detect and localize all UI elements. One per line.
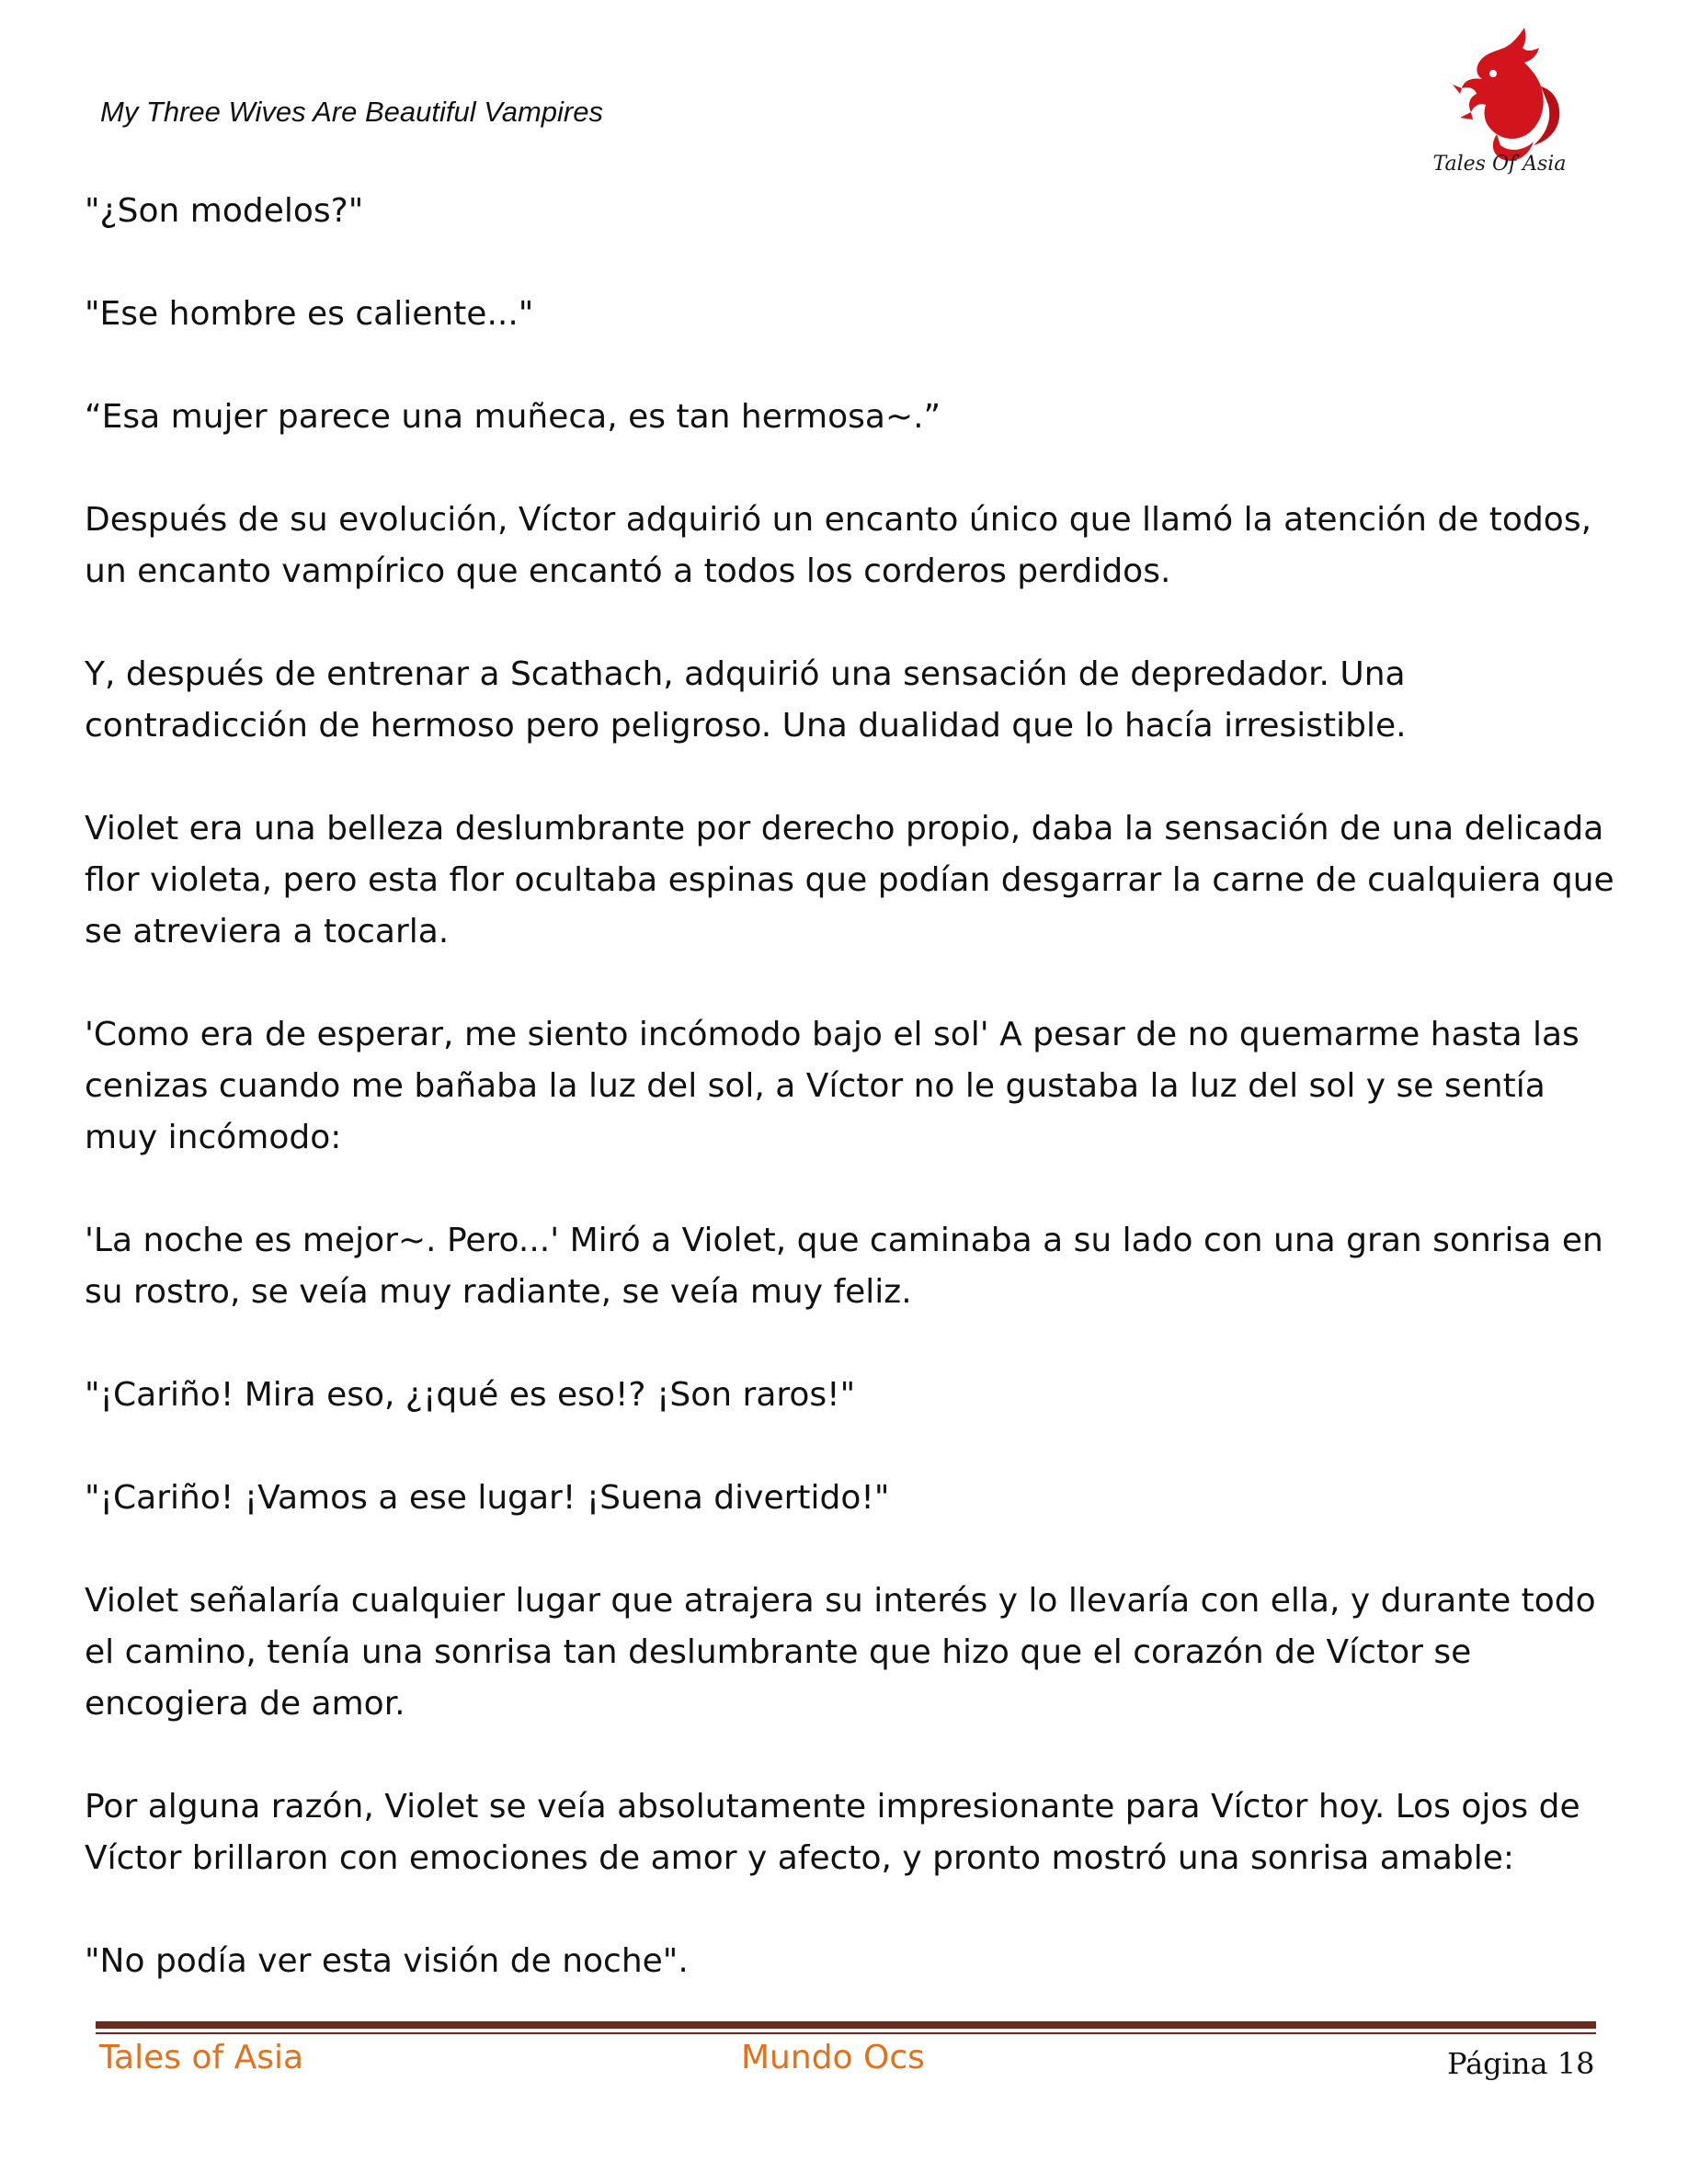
paragraph: "¿Son modelos?" [85, 192, 364, 230]
header-title: My Three Wives Are Beautiful Vampires [100, 96, 603, 128]
paragraph: "¡Cariño! Mira eso, ¿¡qué es eso!? ¡Son raros!" [85, 1376, 856, 1414]
paragraph: Violet era una belleza deslumbrante por derecho propio, daba la sensación de una delicada flor violeta, pero esta flor ocultaba espinas que podían desgarrar la carne de cualquiera que se atreviera a tocarla. [85, 810, 1614, 950]
footer-section-name: Mundo Ocs [741, 2039, 925, 2076]
chapter-body [85, 186, 1620, 2039]
paragraph: 'La noche es mejor~. Pero...' Miró a Violet, que caminaba a su lado con una gran sonrisa en su rostro, se veía muy radiante, se veía muy feliz. [85, 1222, 1603, 1311]
paragraph: Después de su evolución, Víctor adquirió un encanto único que llamó la atención de todos, un encanto vampírico que encantó a todos los corderos perdidos. [85, 501, 1592, 590]
footer-site-name: Tales of Asia [99, 2039, 304, 2076]
footer-rule-thick [96, 2021, 1596, 2029]
logo-text: Tales Of Asia [1432, 153, 1567, 176]
paragraph: 'Como era de esperar, me siento incómodo bajo el sol' A pesar de no quemarme hasta las cenizas cuando me bañaba la luz del sol, a Víctor no le gustaba la luz del sol y se sentía muy incómodo: [85, 1016, 1580, 1156]
paragraph: Y, después de entrenar a Scathach, adquirió una sensación de depredador. Una contradicción de hermoso pero peligroso. Una dualidad que lo hacía irresistible. [85, 655, 1407, 745]
paragraph: "¡Cariño! ¡Vamos a ese lugar! ¡Suena divertido!" [85, 1479, 890, 1517]
page-number: Página 18 [1447, 2046, 1595, 2081]
paragraph: Violet señalaría cualquier lugar que atrajera su interés y lo llevaría con ella, y durante todo el camino, tenía una sonrisa tan deslumbrante que hizo que el corazón de Víctor se encogiera de amor. [85, 1582, 1596, 1723]
paragraph: "Ese hombre es caliente..." [85, 295, 534, 333]
paragraph: “Esa mujer parece una muñeca, es tan hermosa~.” [85, 398, 941, 436]
footer-rule-thin [96, 2032, 1596, 2034]
paragraph: Por alguna razón, Violet se veía absolutamente impresionante para Víctor hoy. Los ojos de Víctor brillaron con emociones de amor y afecto, y pronto mostró una sonrisa amable: [85, 1788, 1580, 1877]
paragraph: "No podía ver esta visión de noche". [85, 1942, 689, 1980]
